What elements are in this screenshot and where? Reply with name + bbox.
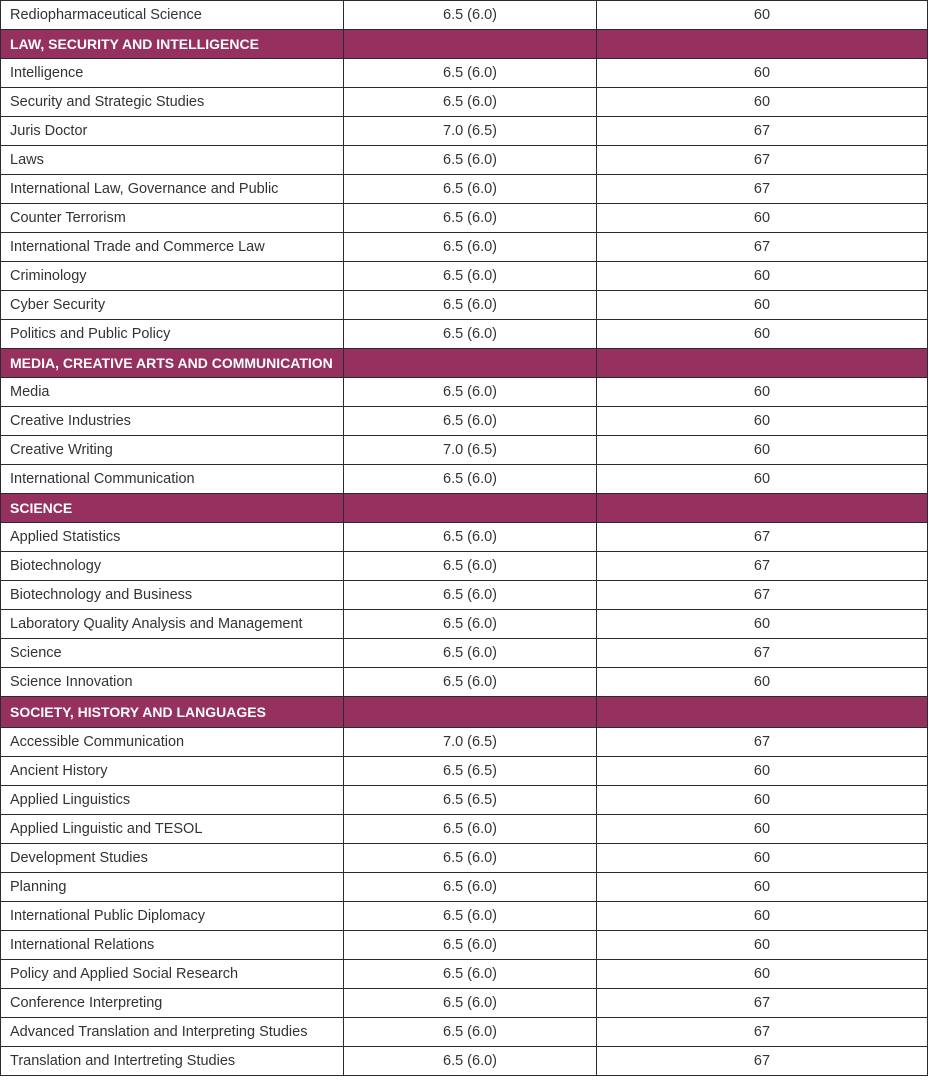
ielts-score-cell: 6.5 (6.0) [344, 204, 597, 233]
pte-score-cell: 67 [597, 117, 928, 146]
pte-score-cell: 60 [597, 465, 928, 494]
section-heading-empty-cell [597, 30, 928, 59]
pte-score-cell: 67 [597, 146, 928, 175]
pte-score-cell: 60 [597, 757, 928, 786]
course-name-cell: International Relations [1, 931, 344, 960]
ielts-score-cell: 6.5 (6.0) [344, 465, 597, 494]
section-heading-empty-cell [597, 494, 928, 523]
table-row [1, 728, 928, 757]
pte-score-cell: 60 [597, 378, 928, 407]
ielts-score-cell: 6.5 (6.0) [344, 902, 597, 931]
table-row [1, 610, 928, 639]
course-name-cell: Applied Statistics [1, 523, 344, 552]
table-row [1, 989, 928, 1018]
course-name-cell: Biotechnology and Business [1, 581, 344, 610]
ielts-score-cell: 6.5 (6.0) [344, 581, 597, 610]
ielts-score-cell: 6.5 (6.0) [344, 146, 597, 175]
table-row [1, 1047, 928, 1076]
table-row [1, 639, 928, 668]
course-name-cell: Accessible Communication [1, 728, 344, 757]
course-name-cell: International Law, Governance and Public [1, 175, 344, 204]
ielts-score-cell: 6.5 (6.0) [344, 989, 597, 1018]
course-name-cell: Criminology [1, 262, 344, 291]
pte-score-cell: 60 [597, 873, 928, 902]
table-row [1, 175, 928, 204]
section-heading: SCIENCE [1, 494, 344, 523]
pte-score-cell: 60 [597, 902, 928, 931]
ielts-score-cell: 6.5 (6.0) [344, 88, 597, 117]
table-row [1, 436, 928, 465]
course-name-cell: Development Studies [1, 844, 344, 873]
course-name-cell: Laws [1, 146, 344, 175]
table-row [1, 88, 928, 117]
table-row [1, 233, 928, 262]
ielts-score-cell: 6.5 (6.0) [344, 1, 597, 30]
table-row [1, 757, 928, 786]
pte-score-cell: 60 [597, 291, 928, 320]
pte-score-cell: 67 [597, 1047, 928, 1076]
course-name-cell: Science [1, 639, 344, 668]
pte-score-cell: 60 [597, 1, 928, 30]
pte-score-cell: 60 [597, 88, 928, 117]
ielts-score-cell: 6.5 (6.0) [344, 59, 597, 88]
table-row [1, 873, 928, 902]
table-row [1, 552, 928, 581]
pte-score-cell: 67 [597, 552, 928, 581]
ielts-score-cell: 6.5 (6.0) [344, 320, 597, 349]
pte-score-cell: 67 [597, 175, 928, 204]
section-heading-empty-cell [597, 697, 928, 728]
course-name-cell: Creative Writing [1, 436, 344, 465]
table-row [1, 931, 928, 960]
course-name-cell: International Trade and Commerce Law [1, 233, 344, 262]
section-heading-empty-cell [344, 697, 597, 728]
ielts-score-cell: 6.5 (6.0) [344, 262, 597, 291]
pte-score-cell: 60 [597, 204, 928, 233]
course-name-cell: International Public Diplomacy [1, 902, 344, 931]
table-row [1, 1, 928, 30]
table-row [1, 581, 928, 610]
table-row [1, 378, 928, 407]
pte-score-cell: 67 [597, 639, 928, 668]
course-name-cell: Biotechnology [1, 552, 344, 581]
ielts-score-cell: 6.5 (6.0) [344, 378, 597, 407]
pte-score-cell: 60 [597, 786, 928, 815]
pte-score-cell: 60 [597, 407, 928, 436]
course-name-cell: Counter Terrorism [1, 204, 344, 233]
pte-score-cell: 60 [597, 815, 928, 844]
course-name-cell: Intelligence [1, 59, 344, 88]
ielts-score-cell: 6.5 (6.0) [344, 1047, 597, 1076]
course-name-cell: Laboratory Quality Analysis and Management [1, 610, 344, 639]
course-name-cell: Security and Strategic Studies [1, 88, 344, 117]
table-row [1, 844, 928, 873]
ielts-score-cell: 6.5 (6.0) [344, 668, 597, 697]
ielts-score-cell: 6.5 (6.0) [344, 610, 597, 639]
section-header-row [1, 349, 928, 378]
requirements-table-body [1, 1, 928, 1076]
table-row [1, 291, 928, 320]
table-row [1, 786, 928, 815]
course-name-cell: International Communication [1, 465, 344, 494]
section-heading: MEDIA, CREATIVE ARTS AND COMMUNICATION [1, 349, 344, 378]
section-heading-empty-cell [344, 494, 597, 523]
pte-score-cell: 60 [597, 436, 928, 465]
course-name-cell: Advanced Translation and Interpreting Studies [1, 1018, 344, 1047]
table-row [1, 1018, 928, 1047]
table-row [1, 668, 928, 697]
course-name-cell: Juris Doctor [1, 117, 344, 146]
pte-score-cell: 60 [597, 320, 928, 349]
table-row [1, 204, 928, 233]
ielts-score-cell: 6.5 (6.0) [344, 815, 597, 844]
course-name-cell: Conference Interpreting [1, 989, 344, 1018]
course-name-cell: Planning [1, 873, 344, 902]
table-row [1, 815, 928, 844]
pte-score-cell: 67 [597, 989, 928, 1018]
pte-score-cell: 67 [597, 581, 928, 610]
pte-score-cell: 60 [597, 262, 928, 291]
pte-score-cell: 67 [597, 728, 928, 757]
ielts-score-cell: 7.0 (6.5) [344, 728, 597, 757]
ielts-score-cell: 6.5 (6.5) [344, 757, 597, 786]
table-row [1, 320, 928, 349]
pte-score-cell: 67 [597, 1018, 928, 1047]
course-name-cell: Politics and Public Policy [1, 320, 344, 349]
ielts-score-cell: 6.5 (6.0) [344, 873, 597, 902]
section-heading-empty-cell [597, 349, 928, 378]
pte-score-cell: 60 [597, 610, 928, 639]
section-header-row [1, 697, 928, 728]
pte-score-cell: 60 [597, 931, 928, 960]
section-header-row [1, 494, 928, 523]
table-row [1, 407, 928, 436]
ielts-score-cell: 6.5 (6.0) [344, 960, 597, 989]
table-row [1, 59, 928, 88]
course-name-cell: Policy and Applied Social Research [1, 960, 344, 989]
ielts-score-cell: 6.5 (6.0) [344, 552, 597, 581]
pte-score-cell: 60 [597, 59, 928, 88]
ielts-score-cell: 6.5 (6.0) [344, 523, 597, 552]
course-name-cell: Translation and Intertreting Studies [1, 1047, 344, 1076]
section-heading: SOCIETY, HISTORY AND LANGUAGES [1, 697, 344, 728]
ielts-score-cell: 6.5 (6.0) [344, 407, 597, 436]
course-name-cell: Media [1, 378, 344, 407]
table-row [1, 960, 928, 989]
section-heading: LAW, SECURITY AND INTELLIGENCE [1, 30, 344, 59]
pte-score-cell: 60 [597, 844, 928, 873]
course-name-cell: Applied Linguistic and TESOL [1, 815, 344, 844]
table-row [1, 146, 928, 175]
course-name-cell: Ancient History [1, 757, 344, 786]
table-row [1, 262, 928, 291]
table-row [1, 902, 928, 931]
ielts-score-cell: 6.5 (6.0) [344, 291, 597, 320]
course-name-cell: Cyber Security [1, 291, 344, 320]
pte-score-cell: 60 [597, 668, 928, 697]
section-heading-empty-cell [344, 30, 597, 59]
pte-score-cell: 67 [597, 233, 928, 262]
course-name-cell: Science Innovation [1, 668, 344, 697]
section-header-row [1, 30, 928, 59]
ielts-score-cell: 6.5 (6.0) [344, 639, 597, 668]
ielts-score-cell: 6.5 (6.0) [344, 175, 597, 204]
ielts-score-cell: 7.0 (6.5) [344, 117, 597, 146]
pte-score-cell: 60 [597, 960, 928, 989]
course-name-cell: Creative Industries [1, 407, 344, 436]
course-name-cell: Applied Linguistics [1, 786, 344, 815]
ielts-score-cell: 7.0 (6.5) [344, 436, 597, 465]
table-row [1, 523, 928, 552]
pte-score-cell: 67 [597, 523, 928, 552]
ielts-score-cell: 6.5 (6.0) [344, 844, 597, 873]
ielts-score-cell: 6.5 (6.0) [344, 931, 597, 960]
table-row [1, 465, 928, 494]
course-name-cell: Rediopharmaceutical Science [1, 1, 344, 30]
table-row [1, 117, 928, 146]
ielts-score-cell: 6.5 (6.0) [344, 1018, 597, 1047]
section-heading-empty-cell [344, 349, 597, 378]
ielts-score-cell: 6.5 (6.0) [344, 233, 597, 262]
ielts-score-cell: 6.5 (6.5) [344, 786, 597, 815]
